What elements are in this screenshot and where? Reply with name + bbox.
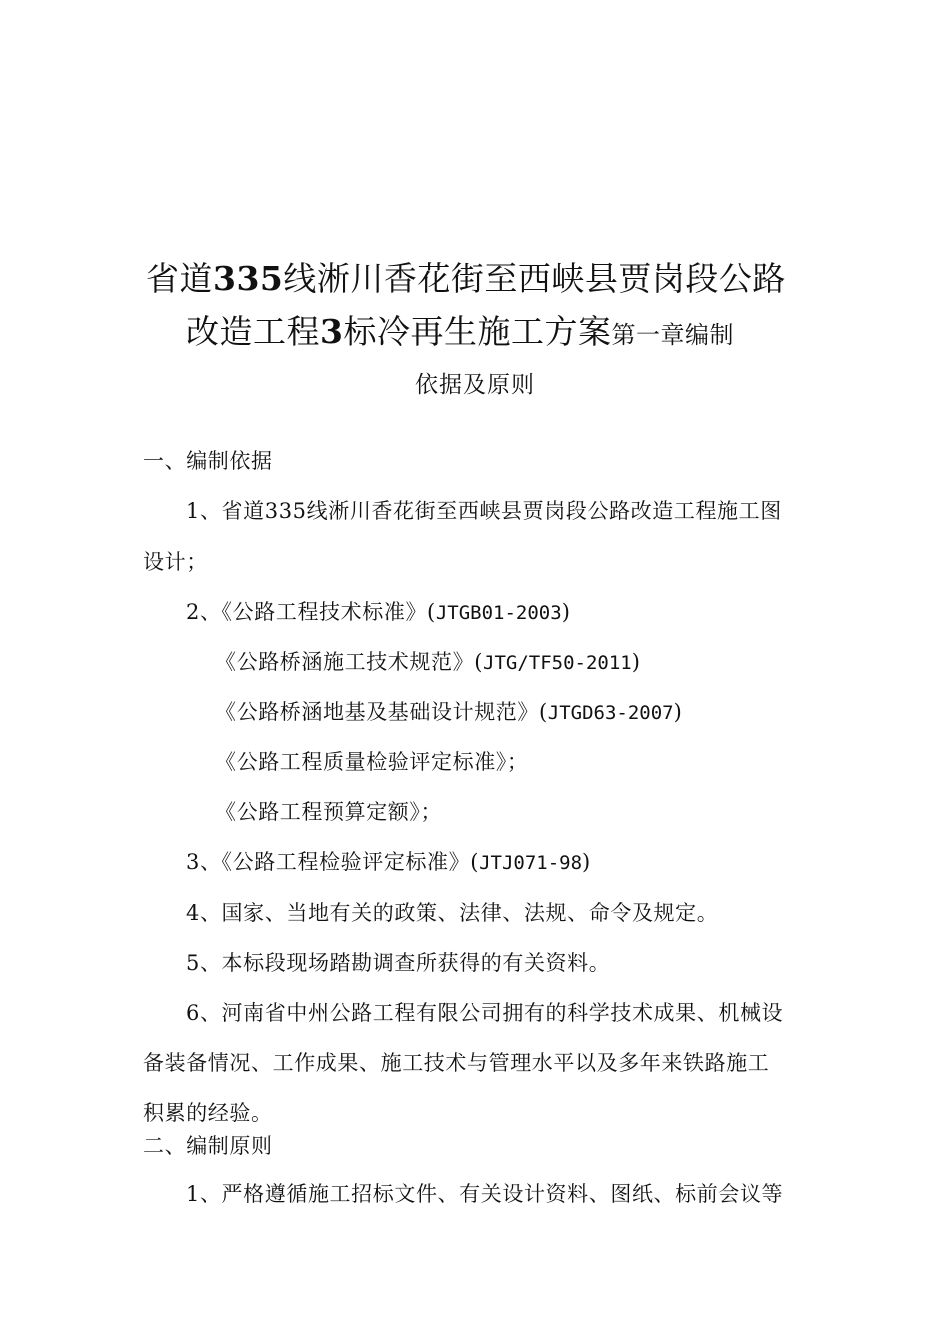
reference-item: 3、《公路工程检验评定标准》(JTJ071-98) [186, 850, 591, 874]
paragraph-line: 6、河南省中州公路工程有限公司拥有的科学技术成果、机械设 [186, 1001, 784, 1025]
standard-code: JTGB01-2003 [435, 602, 562, 624]
document-title-line-1 [146, 259, 786, 299]
section-heading: 二、编制原则 [143, 1134, 273, 1158]
paragraph-line: 设计； [143, 550, 208, 574]
paragraph-line: 4、国家、当地有关的政策、法律、法规、命令及规定。 [186, 901, 719, 925]
title-number: 335 [213, 259, 284, 298]
chapter-heading-continued: 依据及原则 [415, 372, 535, 398]
section-heading: 一、编制依据 [143, 449, 273, 473]
standard-code: JTG/TF50-2011 [483, 652, 632, 674]
title-text: 改造工程 [186, 312, 320, 351]
reference-item: 《公路桥涵施工技术规范》(JTG/TF50-2011) [215, 650, 641, 674]
paragraph-line: 1、省道335线淅川香花街至西峡县贾岗段公路改造工程施工图 [186, 499, 782, 523]
title-number: 3 [320, 312, 344, 351]
chapter-heading: 第一章编制 [611, 321, 734, 349]
reference-item: 《公路工程预算定额》； [215, 800, 443, 824]
paragraph-line: 备装备情况、工作成果、施工技术与管理水平以及多年来铁路施工 [143, 1051, 770, 1075]
paragraph-line: 积累的经验。 [143, 1101, 273, 1125]
reference-item: 2、《公路工程技术标准》(JTGB01-2003) [186, 600, 571, 624]
standard-code: JTGD63-2007 [547, 702, 674, 724]
reference-item: 《公路工程质量检验评定标准》； [215, 750, 529, 774]
reference-item: 《公路桥涵地基及基础设计规范》(JTGD63-2007) [215, 700, 683, 724]
paragraph-line: 1、严格遵循施工招标文件、有关设计资料、图纸、标前会议等 [186, 1182, 784, 1206]
title-text: 标冷再生施工方案 [343, 312, 612, 351]
document-title-line-2 [186, 312, 734, 355]
title-text: 线淅川香花街至西峡县贾岗段公路 [283, 259, 786, 298]
title-text: 省道 [146, 259, 213, 298]
paragraph-line: 5、本标段现场踏勘调查所获得的有关资料。 [186, 951, 611, 975]
standard-code: JTJ071-98 [479, 852, 583, 874]
